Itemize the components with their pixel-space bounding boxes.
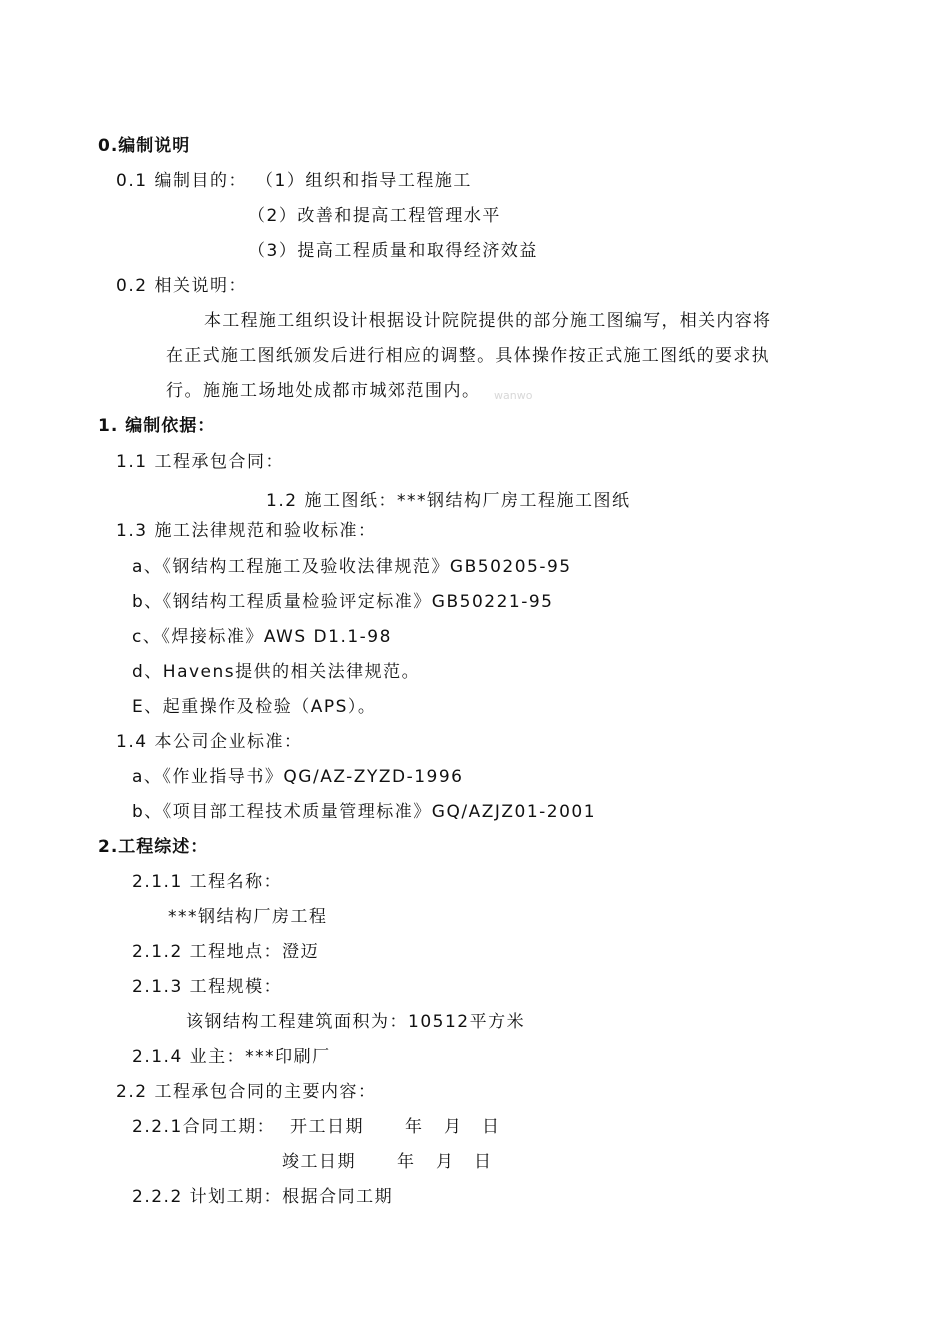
standard-item: a、《钢结构工程施工及验收法律规范》GB50205-95 [132, 557, 572, 577]
purpose-item: （3）提高工程质量和取得经济效益 [248, 241, 538, 261]
purpose-label: 0.1 编制目的： [116, 171, 247, 191]
project-scale-label: 2.1.3 工程规模： [132, 977, 283, 997]
standards-label: 1.3 施工法律规范和验收标准： [116, 521, 377, 541]
project-name-label: 2.1.1 工程名称： [132, 872, 283, 892]
standard-item: c、《焊接标准》AWS D1.1-98 [132, 627, 392, 647]
start-month: 月 [444, 1117, 463, 1137]
finish-day: 日 [474, 1152, 493, 1172]
faint-watermark-text: wanwo [494, 389, 533, 402]
purpose-item: （2）改善和提高工程管理水平 [248, 206, 501, 226]
start-date-label: 开工日期 [290, 1117, 364, 1137]
start-day: 日 [482, 1117, 501, 1137]
project-name-value: ***钢结构厂房工程 [168, 907, 328, 927]
company-item: b、《项目部工程技术质量管理标准》GQ/AZJZ01-2001 [132, 802, 597, 822]
standard-item: d、Havens提供的相关法律规范。 [132, 662, 421, 682]
section-2-heading: 2.工程综述： [98, 837, 209, 857]
standard-item: b、《钢结构工程质量检验评定标准》GB50221-95 [132, 592, 554, 612]
planned-period: 2.2.2 计划工期：根据合同工期 [132, 1187, 394, 1207]
project-location: 2.1.2 工程地点：澄迈 [132, 942, 320, 962]
standard-item: E、起重操作及检验（APS）。 [132, 697, 377, 717]
notes-label: 0.2 相关说明： [116, 276, 247, 296]
finish-year: 年 [397, 1152, 416, 1172]
company-label: 1.4 本公司企业标准： [116, 732, 303, 752]
contract-item: 1.1 工程承包合同： [116, 452, 284, 472]
notes-line: 本工程施工组织设计根据设计院院提供的部分施工图编写，相关内容将 [204, 311, 772, 331]
project-scale-value: 该钢结构工程建筑面积为：10512平方米 [186, 1012, 526, 1032]
section-1-heading: 1. 编制依据： [98, 416, 216, 436]
company-item: a、《作业指导书》QG/AZ-ZYZD-1996 [132, 767, 464, 787]
contract-period-label: 2.2.1合同工期： [132, 1117, 276, 1137]
purpose-item: （1）组织和指导工程施工 [256, 171, 472, 191]
finish-month: 月 [436, 1152, 455, 1172]
contract-content-label: 2.2 工程承包合同的主要内容： [116, 1082, 377, 1102]
drawings-item: 1.2 施工图纸：***钢结构厂房工程施工图纸 [266, 491, 631, 511]
section-0-heading: 0.编制说明 [98, 136, 191, 156]
notes-line: 在正式施工图纸颁发后进行相应的调整。具体操作按正式施工图纸的要求执 [166, 346, 770, 366]
notes-line: 行。施施工场地处成都市城郊范围内。 [166, 381, 481, 401]
finish-date-label: 竣工日期 [282, 1152, 356, 1172]
project-owner: 2.1.4 业主：***印刷厂 [132, 1047, 331, 1067]
start-year: 年 [405, 1117, 424, 1137]
